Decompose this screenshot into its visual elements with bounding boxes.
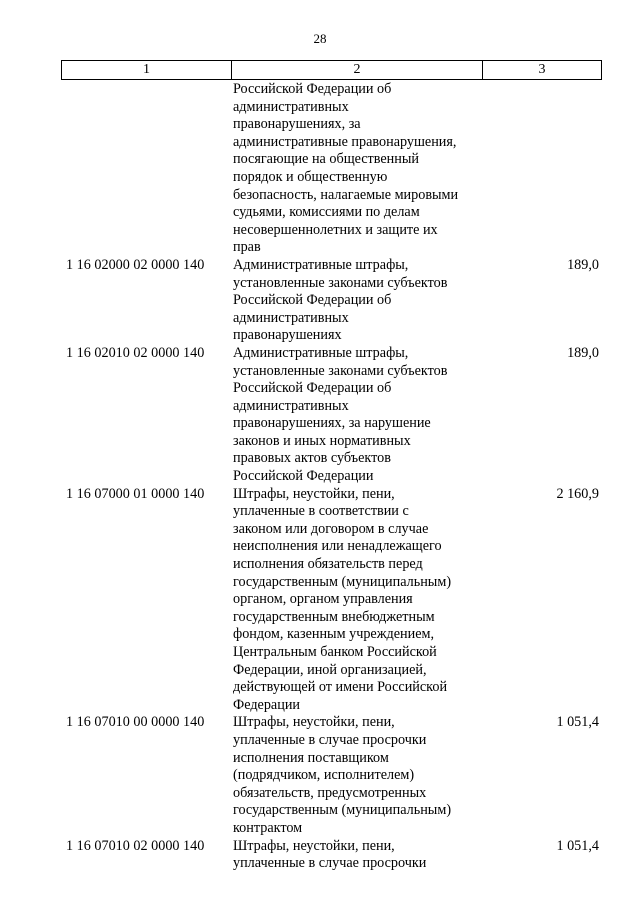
row-amount: 189,0 [567,344,599,361]
table-row [61,714,602,837]
row-code: 1 16 07010 02 0000 140 [66,837,205,854]
row-name: Штрафы, неустойки, пени, уплаченные в соответствии с законом или договором в случае неисполнения или ненадлежащего исполнения обязательств перед государственным (муниципальным) органом, органом управления государственным внебюджетным фондом, казенным учреждением, Центральным банком Российской Федерации, иной организацией, действующей от имени Российской Федерации [233,485,452,713]
row-code: 1 16 07010 00 0000 140 [66,714,205,731]
row-code: 1 16 07000 01 0000 140 [66,485,205,502]
row-name: Административные штрафы, установленные законами субъектов Российской Федерации об административных правонарушениях, за нарушение законов и иных нормативных правовых актов субъектов Российской Федерации [233,344,448,485]
row-amount: 2 160,9 [556,485,599,502]
table-row [61,486,602,715]
table-body [61,81,602,873]
row-amount: 189,0 [567,256,599,273]
row-name: Штрафы, неустойки, пени, уплаченные в случае просрочки исполнения поставщиком (подрядчиком, исполнителем) обязательств, предусмотренных государственным (муниципальным) контрактом [233,714,452,836]
table-row [61,345,602,486]
row-name: Административные штрафы, установленные законами субъектов Российской Федерации об административных правонарушениях [233,256,448,344]
table-row [61,257,602,345]
row-code: 1 16 02000 02 0000 140 [66,256,205,273]
row-code: 1 16 02010 02 0000 140 [66,344,205,361]
header-col-3: 3 [538,62,546,77]
table-row [61,81,602,257]
page-number: 28 [313,31,327,46]
row-amount: 1 051,4 [556,714,599,731]
header-col-2: 2 [232,61,483,79]
row-name: Российской Федерации об административных правонарушениях, за административные правонарушения, посягающие на общественный порядок и общественную безопасность, налагаемые мировыми судьями, комиссиями по делам несовершеннолетних и защите их прав [233,81,459,256]
table-row [61,838,602,873]
row-name: Штрафы, неустойки, пени, уплаченные в случае просрочки [233,837,427,872]
table-header [61,60,602,80]
row-amount: 1 051,4 [556,837,599,854]
header-col-1: 1 [62,61,232,79]
